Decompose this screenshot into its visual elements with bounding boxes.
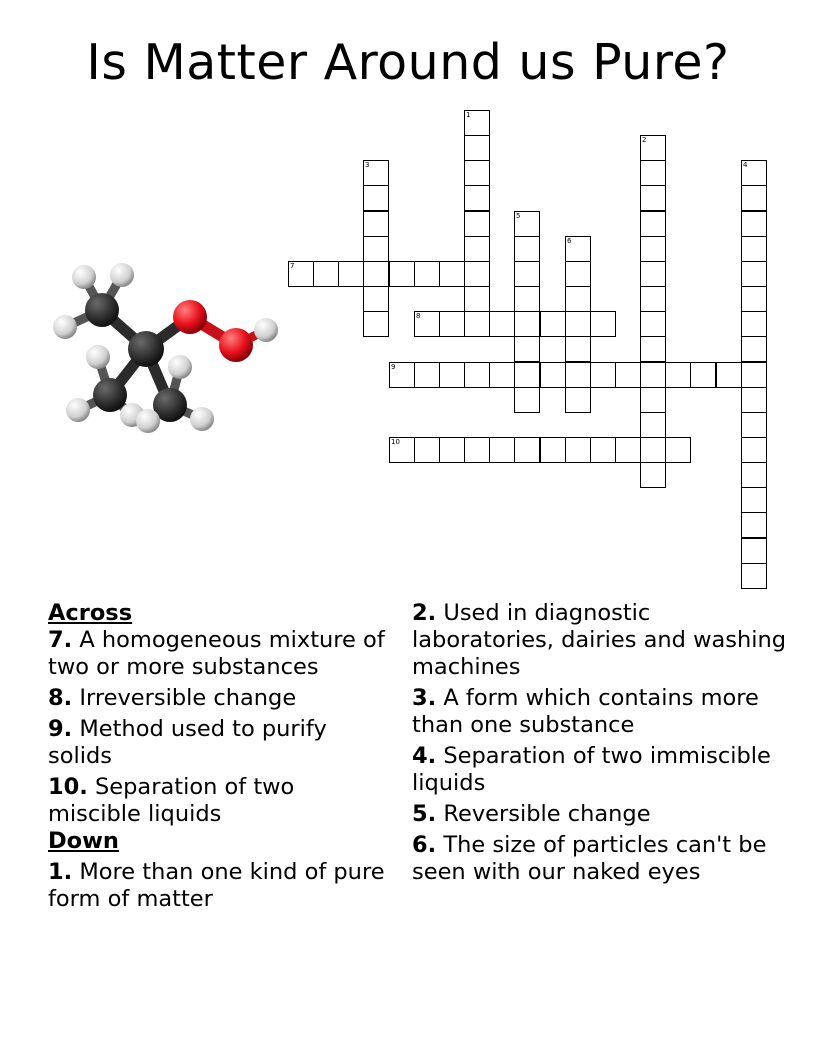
crossword-cell[interactable] xyxy=(741,412,767,438)
clue-across-8 xyxy=(48,685,388,712)
crossword-cell[interactable] xyxy=(690,362,716,388)
clue-number: 10. xyxy=(48,774,88,800)
clue-number-label: 8 xyxy=(416,312,421,320)
clue-text: A homogeneous mixture of two or more substances xyxy=(48,627,385,680)
crossword-cell[interactable] xyxy=(565,311,591,337)
crossword-cell[interactable] xyxy=(514,286,540,312)
crossword-cell[interactable] xyxy=(640,387,666,413)
crossword-cell[interactable] xyxy=(741,362,767,388)
crossword-cell[interactable] xyxy=(288,261,314,287)
crossword-cell[interactable] xyxy=(464,437,490,463)
crossword-cell[interactable] xyxy=(665,362,691,388)
clue-text: A form which contains more than one substance xyxy=(412,685,759,738)
clue-down-4 xyxy=(412,743,792,797)
crossword-cell[interactable] xyxy=(590,362,616,388)
crossword-cell[interactable] xyxy=(439,362,465,388)
clue-down-5 xyxy=(412,801,792,828)
clue-number: 8. xyxy=(48,685,73,711)
clue-number: 5. xyxy=(412,801,437,827)
clue-number: 9. xyxy=(48,716,73,742)
clue-number: 3. xyxy=(412,685,437,711)
clue-number-label: 4 xyxy=(743,161,748,169)
crossword-cell[interactable] xyxy=(514,261,540,287)
crossword-cell[interactable] xyxy=(741,563,767,589)
clue-number: 1. xyxy=(48,859,73,885)
crossword-cell[interactable] xyxy=(464,286,490,312)
crossword-cell[interactable] xyxy=(464,160,490,186)
crossword-cell[interactable] xyxy=(665,437,691,463)
clue-number-label: 1 xyxy=(466,111,471,119)
crossword-cell[interactable] xyxy=(615,362,641,388)
crossword-cell[interactable] xyxy=(540,362,566,388)
crossword-cell[interactable] xyxy=(540,437,566,463)
crossword-cell[interactable] xyxy=(590,311,616,337)
crossword-cell[interactable] xyxy=(338,261,364,287)
clue-text: Reversible change xyxy=(436,801,651,827)
crossword-cell[interactable] xyxy=(565,261,591,287)
clue-across-9 xyxy=(48,716,388,770)
crossword-cell[interactable] xyxy=(464,311,490,337)
clue-number: 2. xyxy=(412,600,437,626)
clue-number: 6. xyxy=(412,832,437,858)
clue-across-10 xyxy=(48,774,388,828)
crossword-cell[interactable] xyxy=(464,185,490,211)
crossword-cell[interactable] xyxy=(640,311,666,337)
clue-number-label: 9 xyxy=(391,363,396,371)
ball-and-stick-molecule-icon xyxy=(40,255,290,445)
crossword-cell[interactable] xyxy=(640,135,666,161)
crossword-cell[interactable] xyxy=(741,462,767,488)
crossword-cell[interactable] xyxy=(741,236,767,262)
crossword-cell[interactable] xyxy=(414,362,440,388)
crossword-cell[interactable] xyxy=(514,437,540,463)
clue-number-label: 10 xyxy=(391,438,400,446)
crossword-cell[interactable] xyxy=(640,160,666,186)
crossword-cell[interactable] xyxy=(489,437,515,463)
clue-number-label: 2 xyxy=(642,136,647,144)
crossword-cell[interactable] xyxy=(414,261,440,287)
clue-text: More than one kind of pure form of matter xyxy=(48,859,385,912)
clue-number-label: 7 xyxy=(290,262,295,270)
crossword-cell[interactable] xyxy=(464,362,490,388)
molecule-image xyxy=(40,255,290,449)
clues-right-column xyxy=(412,600,792,890)
crossword-cell[interactable] xyxy=(464,135,490,161)
crossword-cell[interactable] xyxy=(439,261,465,287)
crossword-cell[interactable] xyxy=(565,336,591,362)
crossword-cell[interactable] xyxy=(363,261,389,287)
crossword-cell[interactable] xyxy=(640,236,666,262)
page-title: Is Matter Around us Pure? xyxy=(86,34,730,91)
crossword-cell[interactable] xyxy=(640,437,666,463)
clue-across-7 xyxy=(48,627,388,681)
crossword-cell[interactable] xyxy=(389,362,415,388)
crossword-cell[interactable] xyxy=(540,311,566,337)
crossword-cell[interactable] xyxy=(741,261,767,287)
clue-text: Separation of two immiscible liquids xyxy=(412,743,771,796)
crossword-cell[interactable] xyxy=(389,261,415,287)
crossword-cell[interactable] xyxy=(514,387,540,413)
clue-number: 7. xyxy=(48,627,73,653)
crossword-cell[interactable] xyxy=(363,286,389,312)
crossword-cell[interactable] xyxy=(565,362,591,388)
crossword-cell[interactable] xyxy=(313,261,339,287)
crossword-cell[interactable] xyxy=(640,412,666,438)
crossword-cell[interactable] xyxy=(565,236,591,262)
clue-down-6 xyxy=(412,832,792,886)
crossword-cell[interactable] xyxy=(464,261,490,287)
crossword-cell[interactable] xyxy=(741,286,767,312)
crossword-cell[interactable] xyxy=(389,437,415,463)
clue-number-label: 6 xyxy=(567,237,572,245)
crossword-cell[interactable] xyxy=(363,236,389,262)
crossword-cell[interactable] xyxy=(741,311,767,337)
crossword-cell[interactable] xyxy=(741,512,767,538)
crossword-cell[interactable] xyxy=(439,437,465,463)
crossword-cell[interactable] xyxy=(741,538,767,564)
clue-down-1 xyxy=(48,859,388,913)
crossword-cell[interactable] xyxy=(363,160,389,186)
crossword-cell[interactable] xyxy=(565,387,591,413)
crossword-cell[interactable] xyxy=(439,311,465,337)
clue-text: The size of particles can't be seen with our naked eyes xyxy=(412,832,767,885)
crossword-cell[interactable] xyxy=(565,437,591,463)
clue-down-3 xyxy=(412,685,792,739)
crossword-cell[interactable] xyxy=(514,236,540,262)
crossword-cell[interactable] xyxy=(464,236,490,262)
crossword-cell[interactable] xyxy=(489,311,515,337)
clue-text: Used in diagnostic laboratories, dairies and washing machines xyxy=(412,600,787,680)
crossword-cell[interactable] xyxy=(514,311,540,337)
crossword-cell[interactable] xyxy=(514,362,540,388)
crossword-cell[interactable] xyxy=(640,462,666,488)
crossword-cell[interactable] xyxy=(741,211,767,237)
crossword-cell[interactable] xyxy=(363,211,389,237)
crossword-cell[interactable] xyxy=(615,437,641,463)
crossword-cell[interactable] xyxy=(640,185,666,211)
crossword-cell[interactable] xyxy=(640,336,666,362)
clue-down-2 xyxy=(412,600,792,681)
crossword-cell[interactable] xyxy=(514,211,540,237)
crossword-cell[interactable] xyxy=(414,311,440,337)
down-heading: Down xyxy=(48,828,119,854)
crossword-cell[interactable] xyxy=(363,311,389,337)
crossword-cell[interactable] xyxy=(640,211,666,237)
crossword-cell[interactable] xyxy=(363,185,389,211)
clue-number-label: 5 xyxy=(516,212,521,220)
crossword-cell[interactable] xyxy=(565,286,591,312)
crossword-cell[interactable] xyxy=(741,336,767,362)
clue-number-label: 3 xyxy=(365,161,370,169)
crossword-cell[interactable] xyxy=(741,387,767,413)
crossword-cell[interactable] xyxy=(741,185,767,211)
crossword-cell[interactable] xyxy=(590,437,616,463)
across-heading: Across xyxy=(48,600,133,626)
crossword-cell[interactable] xyxy=(640,261,666,287)
crossword-cell[interactable] xyxy=(514,336,540,362)
crossword-cell[interactable] xyxy=(414,437,440,463)
clue-text: Separation of two miscible liquids xyxy=(48,774,295,827)
clue-text: Method used to purify solids xyxy=(48,716,327,769)
clue-number: 4. xyxy=(412,743,437,769)
crossword-cell[interactable] xyxy=(716,362,742,388)
clue-text: Irreversible change xyxy=(72,685,297,711)
crossword-cell[interactable] xyxy=(640,286,666,312)
crossword-cell[interactable] xyxy=(464,110,490,136)
crossword-cell[interactable] xyxy=(741,437,767,463)
crossword-cell[interactable] xyxy=(640,362,666,388)
crossword-cell[interactable] xyxy=(489,362,515,388)
crossword-cell[interactable] xyxy=(741,487,767,513)
crossword-cell[interactable] xyxy=(464,211,490,237)
crossword-cell[interactable] xyxy=(741,160,767,186)
clues-left-column xyxy=(48,600,388,917)
